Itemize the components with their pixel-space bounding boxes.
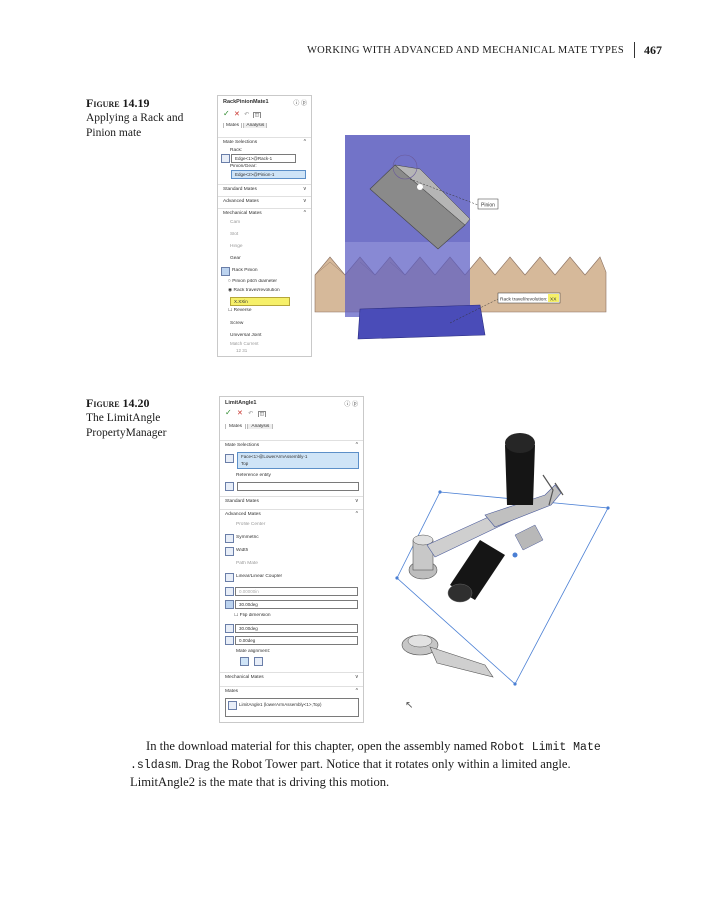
- pinion-label: Pinion/Gear:: [230, 164, 257, 169]
- rack-callout-text: Rack travel/revolution:: [500, 297, 548, 303]
- pushpin-icon[interactable]: ◫: [254, 113, 260, 118]
- hinge-option[interactable]: Hinge: [230, 244, 243, 249]
- advanced-mates-label: Advanced Mates: [225, 512, 261, 517]
- rack-selection-icon: [221, 154, 230, 163]
- rack-pinion-property-manager: [217, 95, 312, 357]
- symmetric-icon: [225, 534, 234, 543]
- reverse-checkbox[interactable]: ☐ Reverse: [228, 308, 252, 313]
- mate-selections-group[interactable]: [218, 137, 311, 147]
- tab-analysis[interactable]: Analysis: [247, 424, 273, 429]
- top-cylinder-cap: [505, 433, 535, 453]
- mate-selections-label: Mate Selections: [225, 443, 260, 448]
- mate-selection-line-2: Top: [241, 461, 249, 466]
- plane-handle[interactable]: [438, 490, 441, 493]
- help-icon[interactable]: ⓘ ⓟ: [293, 101, 307, 107]
- screw-option[interactable]: Screw: [230, 321, 244, 326]
- paragraph-text-2: . Drag the Robot Tower part. Notice that it rotates only within a limited angle.: [178, 757, 571, 771]
- reverse-label: Reverse: [233, 308, 252, 313]
- width-icon: [225, 547, 234, 556]
- symmetric-option[interactable]: Symmetric: [236, 535, 259, 540]
- min-value-icon: [225, 636, 234, 645]
- linear-coupler-icon: [225, 573, 234, 582]
- chevron-down-icon: v: [355, 498, 358, 504]
- tab-mates[interactable]: Mates: [225, 424, 246, 429]
- help-icon[interactable]: ⓘ ⓟ: [344, 402, 358, 408]
- paragraph-text-1: In the download material for this chapter, open the assembly named: [146, 739, 491, 753]
- mechanical-mates-group[interactable]: [220, 672, 363, 682]
- pushpin-icon[interactable]: ◫: [259, 412, 265, 417]
- pinion-selection-box[interactable]: Edge<2>@Pinion-1: [231, 170, 306, 179]
- standard-mates-group[interactable]: [220, 496, 363, 506]
- running-head: WORKING WITH ADVANCED AND MECHANICAL MATE TYPES: [306, 44, 624, 56]
- advanced-mates-group[interactable]: [218, 196, 311, 206]
- advanced-mates-label: Advanced Mates: [223, 199, 259, 204]
- robot-limit-viewport: [365, 415, 615, 715]
- figure-19-label: Figure 14.19: [86, 96, 150, 110]
- figure-19-caption: [86, 96, 201, 141]
- rack-travel-label: Rack travel/revolution: [233, 288, 280, 293]
- mechanical-mates-label: Mechanical Mates: [225, 675, 264, 680]
- lower-base-top: [408, 635, 432, 647]
- angle-input[interactable]: 30.00deg: [235, 600, 358, 609]
- page-number: 467: [644, 42, 662, 57]
- running-header: [307, 42, 662, 58]
- plane-handle[interactable]: [606, 506, 609, 509]
- gear-option[interactable]: Gear: [230, 256, 241, 261]
- rack-bar: [358, 305, 485, 339]
- min-value-input[interactable]: 0.00deg: [235, 636, 358, 645]
- mate-selection-box[interactable]: [237, 452, 359, 469]
- figure-20-caption: [86, 396, 201, 441]
- mouse-cursor-icon: ↖: [405, 700, 414, 711]
- gripper-body: [515, 525, 543, 550]
- chevron-up-icon: ^: [355, 688, 358, 694]
- undo-icon[interactable]: ↶: [244, 112, 250, 118]
- header-divider: [634, 42, 635, 58]
- mates-label: Mates: [225, 689, 239, 694]
- angle-icon: [225, 600, 234, 609]
- rack-callout-value[interactable]: XX: [550, 297, 557, 303]
- rack-pinion-icon: [221, 267, 230, 276]
- paragraph-text-3: LimitAngle2 is the mate that is driving this motion.: [130, 775, 390, 789]
- flip-dimension-checkbox[interactable]: ☐ Flip dimension: [234, 613, 271, 618]
- chevron-down-icon: v: [355, 674, 358, 680]
- figure-19-caption-text: Applying a Rack and Pinion mate: [86, 112, 184, 139]
- mechanical-mates-label: Mechanical Mates: [223, 211, 262, 216]
- accept-icon[interactable]: ✓: [225, 408, 232, 417]
- assembly-extension-code: .sldasm: [130, 759, 179, 772]
- mate-selection-line-1: Face<1>@LowerArmAssembly-1: [241, 454, 308, 459]
- chevron-down-icon: v: [303, 186, 306, 192]
- standard-mates-label: Standard Mates: [223, 187, 257, 192]
- universal-joint-option[interactable]: Universal Joint: [230, 333, 262, 338]
- pm-title: RackPinionMate1: [223, 99, 269, 105]
- max-value-input[interactable]: 30.00deg: [235, 624, 358, 633]
- mate-entry[interactable]: LimitAngle1 (lowerArmAssembly<1>,Top): [239, 702, 322, 707]
- limit-angle-property-manager: [219, 396, 364, 723]
- standard-mates-group[interactable]: [218, 184, 311, 194]
- status-label: Match Current: [230, 341, 259, 346]
- joint-marker: [513, 553, 518, 558]
- path-mate-option[interactable]: Path Mate: [236, 561, 258, 566]
- rack-travel-radio[interactable]: ◉ Rack travel/revolution: [228, 288, 280, 293]
- distance-input[interactable]: 0.00000in: [235, 587, 358, 596]
- mechanical-mates-group[interactable]: [218, 208, 311, 218]
- slot-option[interactable]: Slot: [230, 232, 239, 237]
- cam-option[interactable]: Cam: [230, 220, 241, 225]
- flip-dimension-label: Flip dimension: [239, 613, 271, 618]
- reference-entity-box[interactable]: [237, 482, 359, 491]
- reference-entity-label: Reference entity: [236, 473, 271, 478]
- chevron-up-icon: ^: [303, 139, 306, 145]
- chevron-up-icon: ^: [355, 442, 358, 448]
- pinion-callout-text: Pinion: [481, 202, 495, 209]
- top-black-cylinder: [505, 445, 535, 505]
- accept-icon[interactable]: ✓: [223, 109, 230, 118]
- cancel-icon[interactable]: ✕: [237, 410, 243, 417]
- rack-travel-input[interactable]: X.XXin: [230, 297, 290, 306]
- rack-pinion-viewport: [310, 127, 610, 355]
- chevron-down-icon: v: [303, 198, 306, 204]
- limit-angle-mate-icon: [228, 701, 237, 710]
- chevron-up-icon: ^: [355, 511, 358, 517]
- linear-coupler-option[interactable]: Linear/Linear Coupler: [236, 574, 283, 579]
- assembly-name-code: Robot Limit Mate: [490, 741, 601, 754]
- advanced-mates-group[interactable]: [220, 509, 363, 519]
- lower-arm: [430, 647, 493, 677]
- pinion-hole: [417, 184, 423, 190]
- tab-mates[interactable]: Mates: [223, 123, 242, 128]
- rack-label: Rack:: [230, 148, 243, 153]
- cancel-icon[interactable]: ✕: [234, 111, 240, 118]
- distance-icon: [225, 587, 234, 596]
- rack-selection-box[interactable]: Edge<1>@Rack-1: [231, 154, 296, 163]
- pinion-pitch-diameter-radio[interactable]: ○ Pinion pitch diameter: [228, 279, 278, 284]
- front-cylinder-cap: [448, 584, 472, 602]
- mates-group[interactable]: [220, 686, 363, 696]
- pinion-pitch-diameter-label: Pinion pitch diameter: [232, 279, 278, 284]
- mate-selections-label: Mate Selections: [223, 140, 258, 145]
- plane-handle[interactable]: [395, 576, 398, 579]
- standard-mates-label: Standard Mates: [225, 499, 259, 504]
- width-option[interactable]: Width: [236, 548, 249, 553]
- reference-entity-icon: [225, 482, 234, 491]
- status-numbers: 12 31: [236, 348, 248, 353]
- profile-center-option[interactable]: Profile Center: [236, 522, 266, 527]
- tab-analysis[interactable]: Analysis: [243, 123, 267, 128]
- body-paragraph: [130, 738, 640, 791]
- figure-20-caption-text: The LimitAngle PropertyManager: [86, 412, 167, 439]
- anti-aligned-button[interactable]: [254, 657, 263, 666]
- plane-handle[interactable]: [513, 682, 516, 685]
- pm-title: LimitAngle1: [225, 400, 257, 406]
- mates-list[interactable]: [225, 698, 359, 717]
- figure-20-label: Figure 14.20: [86, 396, 150, 410]
- aligned-button[interactable]: [240, 657, 249, 666]
- rack-pinion-option[interactable]: Rack Pinion: [232, 268, 258, 273]
- mate-alignment-label: Mate alignment:: [236, 649, 271, 654]
- mate-selections-group[interactable]: [220, 440, 363, 450]
- undo-icon[interactable]: ↶: [248, 411, 254, 417]
- max-value-icon: [225, 624, 234, 633]
- chevron-up-icon: ^: [303, 210, 306, 216]
- mate-selection-icon: [225, 454, 234, 463]
